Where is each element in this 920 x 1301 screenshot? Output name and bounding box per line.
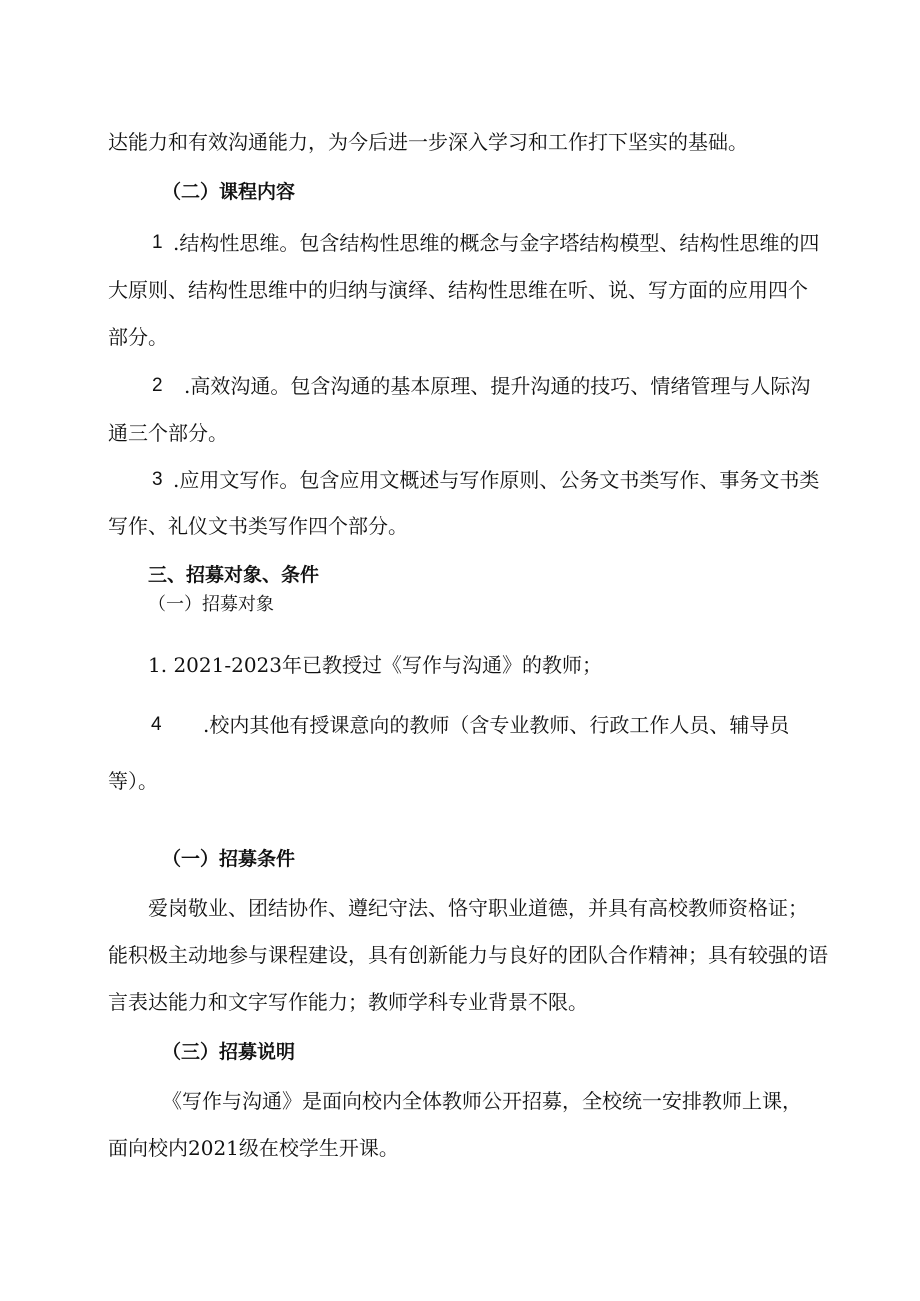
course-item-3-line-2: 写作、礼仪文书类写作四个部分。	[108, 514, 408, 538]
notes-line-2: 面向校内2021级在校学生开课。	[108, 1136, 399, 1160]
target-item-4-line-2: 等）。	[108, 769, 158, 793]
course-item-1-line-3: 部分。	[108, 325, 168, 349]
course-item-2-line-2: 通三个部分。	[108, 421, 228, 445]
heading-recruit-conditions: （一）招募条件	[162, 848, 296, 870]
conditions-line-2: 能积极主动地参与课程建设，具有创新能力与良好的团队合作精神；具有较强的语	[108, 943, 828, 967]
course-item-1-line-2: 大原则、结构性思维中的归纳与演绎、结构性思维在听、说、写方面的应用四个	[108, 278, 808, 302]
conditions-line-1: 爱岗敬业、团结协作、遵纪守法、恪守职业道德，并具有高校教师资格证；	[148, 896, 808, 920]
item-number-3: 3	[152, 469, 163, 490]
conditions-line-3: 言表达能力和文字写作能力；教师学科专业背景不限。	[108, 990, 588, 1014]
notes-line-1: 《写作与沟通》是面向校内全体教师公开招募，全校统一安排教师上课，	[162, 1089, 802, 1113]
heading-recruit-notes: （三）招募说明	[162, 1041, 296, 1063]
item-number-4: 4	[151, 714, 162, 735]
heading-recruit-target: （一）招募对象	[148, 594, 274, 615]
item-number-2: 2	[152, 375, 163, 396]
course-item-3-line-1: .应用文写作。包含应用文概述与写作原则、公务文书类写作、事务文书类	[173, 468, 820, 492]
paragraph-intro-tail: 达能力和有效沟通能力，为今后进一步深入学习和工作打下坚实的基础。	[108, 130, 748, 154]
course-item-2-line-1: .高效沟通。包含沟通的基本原理、提升沟通的技巧、情绪管理与人际沟	[184, 374, 811, 398]
item-number-1: 1	[152, 232, 163, 253]
target-item-4-line-1: .校内其他有授课意向的教师（含专业教师、行政工作人员、辅导员	[203, 713, 790, 737]
heading-course-content: （二）课程内容	[162, 181, 296, 203]
course-item-1-line-1: .结构性思维。包含结构性思维的概念与金字塔结构模型、结构性思维的四	[173, 231, 820, 255]
target-item-1: 1. 2021-2023年已教授过《写作与沟通》的教师；	[148, 653, 602, 677]
heading-recruit-target-conditions: 三、招募对象、条件	[148, 564, 320, 586]
